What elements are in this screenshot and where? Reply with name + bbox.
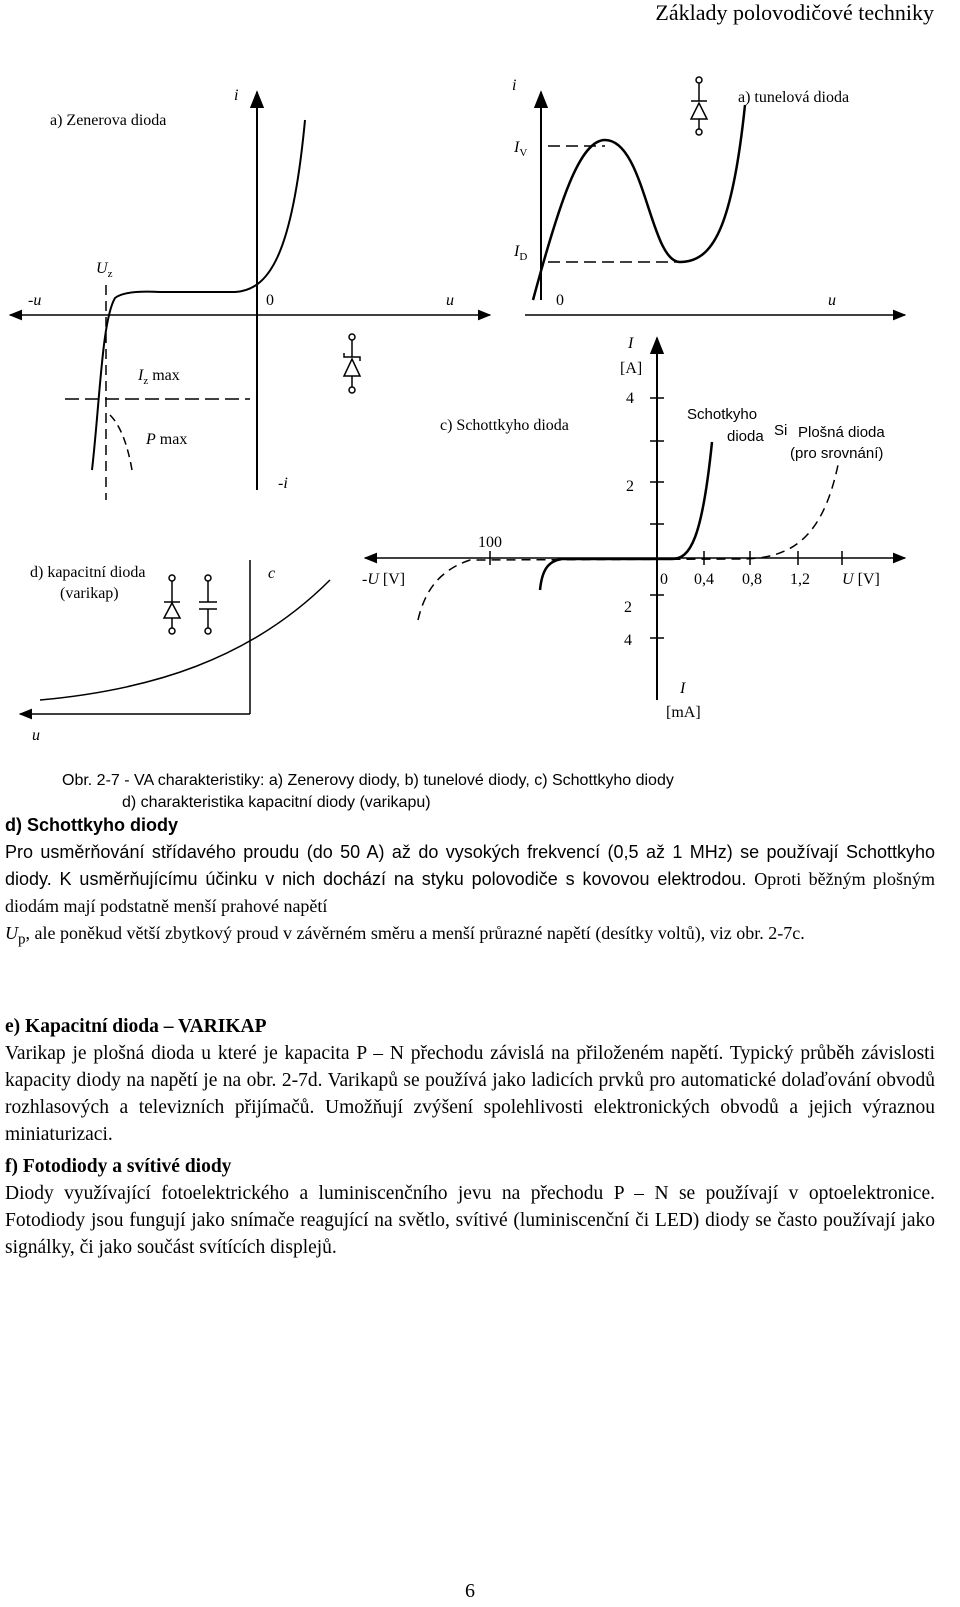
tunnel-panel <box>512 77 905 315</box>
section-d-heading: d) Schottkyho diody <box>5 815 178 835</box>
va-characteristics-figure <box>0 0 960 800</box>
tunnel-origin: 0 <box>556 292 564 309</box>
section-e-paragraph: Varikap je plošná dioda u které je kapacita P – N přechodu závislá na přiloženém napětí. Typický průběh závislosti kapacity diody na napětí je na obr. 2-7d. Varikapů se používá jako ladicích prvků pro automatické dolaďování obvodů rozhlasových a televizních přijímačů. Umožňují zvýšení spolehlivosti elektronických obvodů a jejich výraznou miniaturizaci. <box>5 1043 935 1145</box>
caption-line-2: d) charakteristika kapacitní diody (varikapu) <box>122 794 431 811</box>
schottky-tick-100: 100 <box>478 534 502 551</box>
schottky-label-2: dioda <box>727 428 764 445</box>
zener-panel <box>10 87 490 500</box>
tunnel-curve <box>533 105 745 300</box>
tunnel-title: a) tunelová dioda <box>738 89 850 106</box>
plosna-label-1: Plošná dioda <box>798 424 885 441</box>
schottky-tick-2-bot: 2 <box>624 599 632 616</box>
tunnel-iv-label: $I_V$ <box>514 139 528 159</box>
varikap-c-label: c <box>268 565 276 582</box>
zener-neg-u-label: -u <box>28 292 42 309</box>
zener-title: a) Zenerova dioda <box>50 112 167 129</box>
schottky-diode-icon <box>344 334 360 393</box>
capacitor-icon <box>199 575 217 634</box>
schottky-I-ma-label: I <box>680 680 686 697</box>
section-f-heading: f) Fotodiody a svítivé diody <box>5 1156 232 1177</box>
varikap-panel <box>20 560 330 744</box>
zener-pmax-label: P max <box>146 431 188 448</box>
section-d-paragraph: Pro usměrňování střídavého proudu (do 50 A) až do vysokých frekvencí (0,5 až 1 MHz) se používají Schottkyho diody. K usměrňujícímu účinku v nich dochází na styku polovodiče s kovovou elektrodou. Oproti běžným plošným diodám mají podstatně menší prahové napětí $U_p$, ale poněkud větší zbytkový proud v závěrném směru a menší průrazné napětí (desítky voltů), viz obr. 2-7c. <box>5 842 936 948</box>
schottky-tick-4-bot: 4 <box>624 632 632 649</box>
schottky-tick-4-top: 4 <box>626 390 634 407</box>
schottky-panel <box>344 334 905 721</box>
schottky-negU-label: -U [V] <box>362 571 406 588</box>
page-number: 6 <box>465 1580 475 1602</box>
page-header: Základy polovodičové techniky <box>655 0 934 25</box>
varikap-diode-icon <box>164 575 180 634</box>
schottky-origin: 0 <box>660 571 668 588</box>
schottky-U-label: U [V] <box>842 571 880 588</box>
schottky-ma-label: [mA] <box>666 704 701 721</box>
schottky-tick-04: 0,4 <box>694 571 714 588</box>
tunnel-u-label: u <box>828 292 836 309</box>
zener-izmax-label: $I_z$ max <box>138 367 180 387</box>
schottky-curve <box>540 442 712 590</box>
zener-uz-label: $U_z$ <box>96 260 113 280</box>
schottky-title: c) Schottkyho dioda <box>440 417 569 434</box>
section-f-paragraph: Diody využívající fotoelektrického a luminiscenčního jevu na přechodu P – N se používají v optoelektronice. Fotodiody jsou fungují jako snímače reagující na světlo, svítivé (luminiscenční či LED) diody se často používají jako signálky, či jako součást svítících displejů. <box>5 1183 935 1258</box>
plosna-label-2: (pro srovnání) <box>790 445 884 462</box>
schottky-I-label: I <box>628 335 634 352</box>
zener-u-label: u <box>446 292 454 309</box>
section-f <box>5 1153 935 1261</box>
schottky-label-1: Schotkyho <box>687 406 758 423</box>
tunnel-i-label: i <box>512 77 517 94</box>
varikap-title-2: (varikap) <box>60 585 119 602</box>
tunnel-id-label: $I_D$ <box>514 243 528 263</box>
section-e <box>5 1013 935 1148</box>
tunnel-diode-icon <box>691 77 707 135</box>
varikap-u-label: u <box>32 727 40 744</box>
zener-pmax-curve <box>110 415 132 470</box>
section-e-heading: e) Kapacitní dioda – VARIKAP <box>5 1016 267 1037</box>
schottky-tick-2-top: 2 <box>626 478 634 495</box>
schottky-tick-08: 0,8 <box>742 571 762 588</box>
section-d <box>5 812 935 954</box>
zener-origin: 0 <box>266 292 274 309</box>
si-label: Si <box>774 422 788 439</box>
schottky-A-label: [A] <box>620 360 643 377</box>
varikap-title-1: d) kapacitní dioda <box>30 564 146 581</box>
zener-neg-i-label: -i <box>278 475 288 492</box>
schottky-tick-12: 1,2 <box>790 571 810 588</box>
caption-line-1: Obr. 2-7 - VA charakteristiky: a) Zenerovy diody, b) tunelové diody, c) Schottkyho diody <box>62 772 674 789</box>
figure-caption <box>62 770 674 814</box>
zener-i-label: i <box>234 87 239 104</box>
